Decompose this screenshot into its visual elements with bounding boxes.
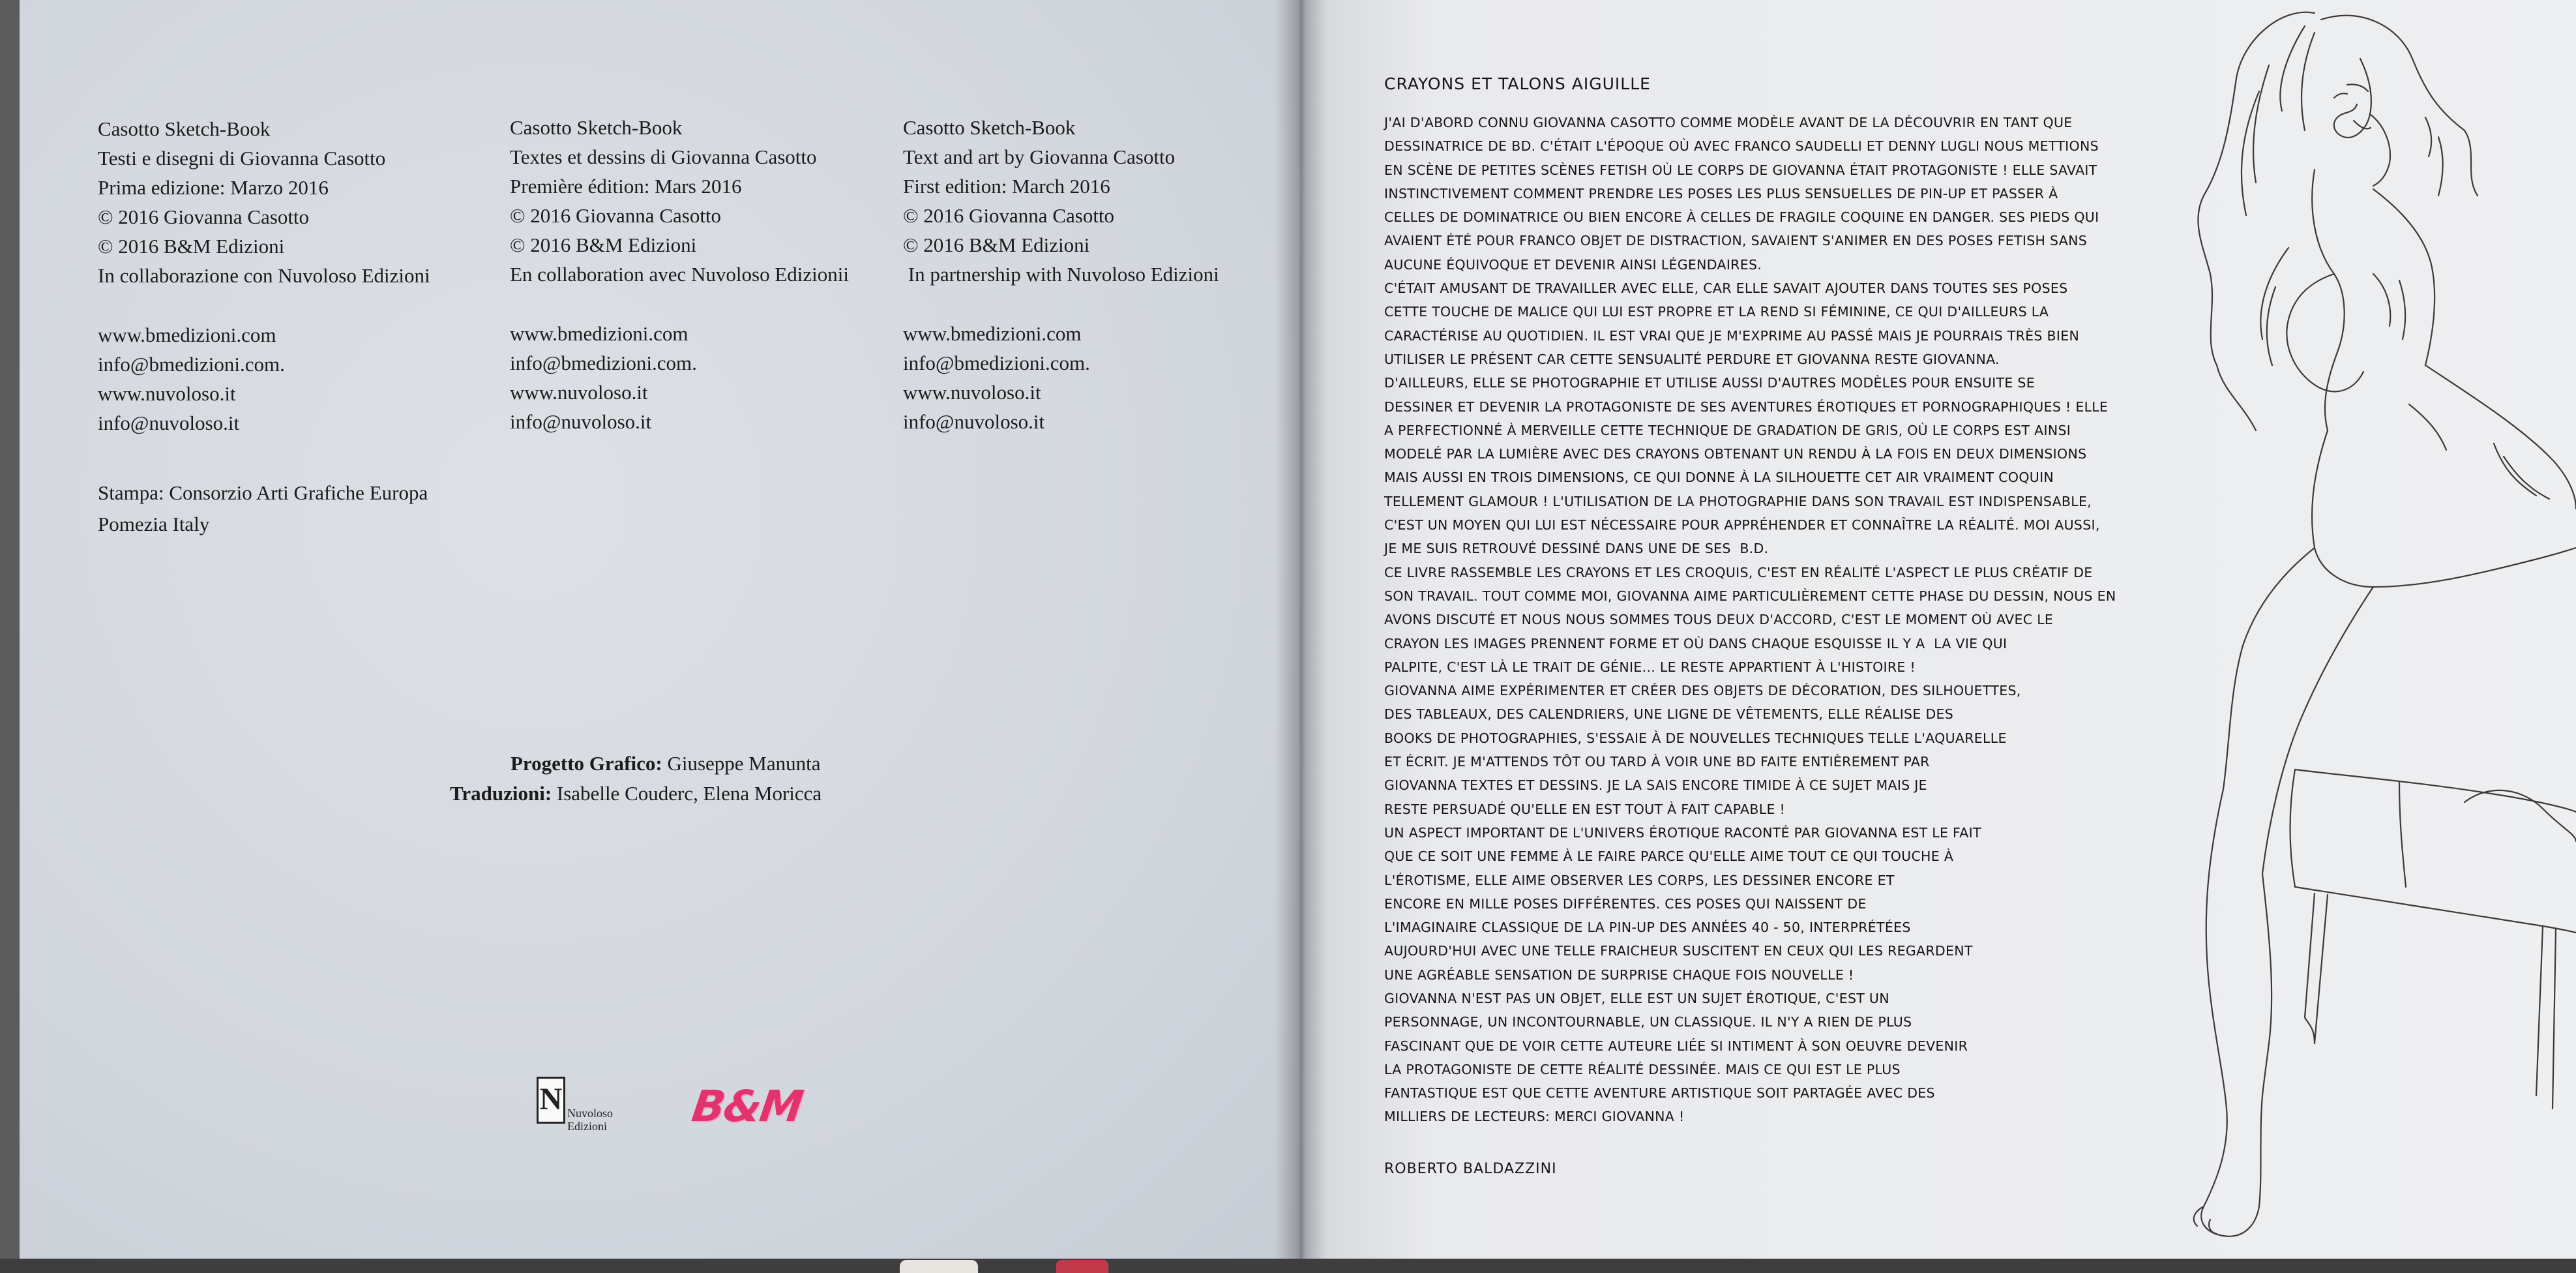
article-line: AUCUNE ÉQUIVOQUE ET DEVENIR AINSI LÉGENDAIRES. [1384,256,1762,273]
article-line: EN SCÈNE DE PETITES SCÈNES FETISH OÙ LE CORPS DE GIOVANNA ÉTAIT PROTAGONISTE ! ELLE SAVAIT [1384,162,2097,178]
colophon-line: © 2016 Giovanna Casotto [903,204,1115,227]
left-page [20,0,1301,1259]
author-signature: ROBERTO BALDAZZINI [1384,1161,1557,1177]
printer-line: Stampa: Consorzio Arti Grafiche Europa [98,481,428,504]
article-line: FASCINANT QUE DE VOIR CETTE AUTEURE LIÉE SI INTIMENT À SON OEUVRE DEVENIR [1384,1038,1968,1054]
scan-edge-detail [900,1260,978,1273]
article-line: ENCORE EN MILLE POSES DIFFÉRENTES. CES POSES QUI NAISSENT DE [1384,895,1867,912]
article-line: UTILISER LE PRÉSENT CAR CETTE SENSUALITÉ PERDURE ET GIOVANNA RESTE GIOVANNA. [1384,351,2000,367]
article-line: UN ASPECT IMPORTANT DE L'UNIVERS ÉROTIQUE RACONTÉ PAR GIOVANNA EST LE FAIT [1384,824,1981,841]
colophon-line: En collaboration avec Nuvoloso Edizionii [510,263,849,286]
colophon-french [510,113,849,436]
article-line: C'EST UN MOYEN QUI LUI EST NÉCESSAIRE POUR APPRÉHENDER ET CONNAÎTRE LA RÉALITÉ. MOI AUSSI, [1384,517,2100,533]
credits [450,749,822,809]
article-line: PALPITE, C'EST LÀ LE TRAIT DE GÉNIE... LE RESTE APPARTIENT À L'HISTOIRE ! [1384,659,1916,675]
article-line: J'AI D'ABORD CONNU GIOVANNA CASOTTO COMME MODÈLE AVANT DE LA DÉCOUVRIR EN TANT QUE [1384,115,2073,130]
colophon-line: © 2016 B&M Edizioni [510,233,697,256]
printer-info [98,477,428,540]
colophon-italian [98,114,430,438]
colophon-line: © 2016 B&M Edizioni [98,235,285,258]
credit-label: Progetto Grafico: [511,752,662,775]
website-link: www.bmedizioni.com [903,322,1082,345]
article-line: CELLES DE DOMINATRICE OU BIEN ENCORE À CELLES DE FRAGILE COQUINE EN DANGER. SES PIEDS QUI [1384,209,2099,226]
article-line: L'IMAGINAIRE CLASSIQUE DE LA PIN-UP DES ANNÉES 40 - 50, INTERPRÉTÉES [1384,920,1911,936]
email-text: info@nuvoloso.it [903,410,1045,433]
article-line: A PERFECTIONNÉ À MERVEILLE CETTE TECHNIQUE DE GRADATION DE GRIS, OÙ LE CORPS EST AINSI [1384,422,2071,438]
article-line: INSTINCTIVEMENT COMMENT PRENDRE LES POSES LES PLUS SENSUELLES DE PIN-UP ET PASSER À [1384,185,2058,202]
article-line: CETTE TOUCHE DE MALICE QUI LUI EST PROPRE ET LA REND SI FÉMININE, CE QUI D'AILLEURS LA [1384,304,2049,320]
article-line: UNE AGRÉABLE SENSATION DE SURPRISE CHAQUE FOIS NOUVELLE ! [1384,966,1854,983]
website-link: www.bmedizioni.com [510,322,688,345]
article-line: PERSONNAGE, UN INCONTOURNABLE, UN CLASSIQUE. IL N'Y A RIEN DE PLUS [1384,1014,1912,1030]
colophon-line: Prima edizione: Marzo 2016 [98,176,329,199]
article-line: GIOVANNA TEXTES ET DESSINS. JE LA SAIS ENCORE TIMIDE À CE SUJET MAIS JE [1384,777,1927,794]
website-link: www.nuvoloso.it [510,381,648,404]
nuvoloso-logo-text: Nuvoloso Edizioni [567,1107,614,1133]
book-gutter [1275,0,1327,1259]
article-line: MODELÉ PAR LA LUMIÈRE AVEC DES CRAYONS OBTENANT UN RENDU À LA FOIS EN DEUX DIMENSIONS [1384,446,2087,462]
translation-credit [450,779,822,809]
email-text: info@bmedizioni.com. [98,353,285,376]
article-title: CRAYONS ET TALONS AIGUILLE [1384,74,1651,93]
printer-location: Pomezia Italy [98,513,210,535]
contact-links [510,319,849,436]
article-line: ET ÉCRIT. JE M'ATTENDS TÔT OU TARD À VOIR UNE BD FAITE ENTIÈREMENT PAR [1384,754,1930,770]
article-line: MILLIERS DE LECTEURS: MERCI GIOVANNA ! [1384,1109,1685,1125]
colophon-line: Testi e disegni di Giovanna Casotto [98,147,386,170]
colophon-line: © 2016 Giovanna Casotto [98,205,310,228]
article-line: TELLEMENT GLAMOUR ! L'UTILISATION DE LA PHOTOGRAPHIE DANS SON TRAVAIL EST INDISPENSABLE, [1384,493,2092,509]
article-line: QUE CE SOIT UNE FEMME À LE FAIRE PARCE QU'ELLE AIME TOUT CE QUI TOUCHE À [1384,848,1954,865]
colophon-line: In collaborazione con Nuvoloso Edizioni [98,264,430,287]
nuvoloso-logo: N [537,1077,565,1124]
article-line: L'ÉROTISME, ELLE AIME OBSERVER LES CORPS, LES DESSINER ENCORE ET [1384,872,1895,888]
email-text: info@nuvoloso.it [510,410,652,433]
graphic-design-credit [511,749,822,779]
colophon-line: © 2016 Giovanna Casotto [510,204,722,227]
scan-edge-detail [1056,1260,1108,1273]
article-line: DESSINATRICE DE BD. C'ÉTAIT L'ÉPOQUE OÙ AVEC FRANCO SAUDELLI ET DENNY LUGLI NOUS METTIONS [1384,138,2099,155]
article-line: DES TABLEAUX, DES CALENDRIERS, UNE LIGNE DE VÊTEMENTS, ELLE RÉALISE DES [1384,706,1954,723]
article-line: GIOVANNA N'EST PAS UN OBJET, ELLE EST UN SUJET ÉROTIQUE, C'EST UN [1384,990,1889,1006]
credit-value: Isabelle Couderc, Elena Moricca [552,782,822,805]
colophon-line: First edition: March 2016 [903,175,1110,198]
article-line: RESTE PERSUADÉ QU'ELLE EN EST TOUT À FAIT CAPABLE ! [1384,801,1786,817]
contact-links [903,319,1219,436]
article-line: SON TRAVAIL. TOUT COMME MOI, GIOVANNA AIME PARTICULIÈREMENT CETTE PHASE DU DESSIN, NOUS EN [1384,588,2116,604]
colophon-line: Text and art by Giovanna Casotto [903,145,1176,168]
credit-value: Giuseppe Manunta [662,752,821,775]
article-line: CRAYON LES IMAGES PRENNENT FORME ET OÙ DANS CHAQUE ESQUISSE IL Y A LA VIE QUI [1384,635,2007,651]
bm-logo: B&M [688,1081,806,1131]
article-line: AVAIENT ÉTÉ POUR FRANCO OBJET DE DISTRACTION, SAVAIENT S'ANIMER EN DES POSES FETISH SANS [1384,233,2088,249]
article-line: LA PROTAGONISTE DE CETTE RÉALITÉ DESSINÉE. MAIS CE QUI EST LE PLUS [1384,1061,1901,1077]
article-line: FANTASTIQUE EST QUE CETTE AVENTURE ARTISTIQUE SOIT PARTAGÉE AVEC DES [1384,1085,1935,1101]
article-line: JE ME SUIS RETROUVÉ DESSINÉ DANS UNE DE SES B.D. [1384,541,1769,557]
article-line: DESSINER ET DEVENIR LA PROTAGONISTE DE SES AVENTURES ÉROTIQUES ET PORNOGRAPHIQUES ! ELLE [1384,398,2109,415]
article-line: AVONS DISCUTÉ ET NOUS NOUS SOMMES TOUS DEUX D'ACCORD, C'EST LE MOMENT OÙ AVEC LE [1384,612,2054,628]
website-link: www.nuvoloso.it [903,381,1041,404]
email-text: info@bmedizioni.com. [903,352,1090,374]
article-line: MAIS AUSSI EN TROIS DIMENSIONS, CE QUI DONNE À LA SILHOUETTE CET AIR VRAIMENT COQUIN [1384,470,2054,486]
article-line: CE LIVRE RASSEMBLE LES CRAYONS ET LES CROQUIS, C'EST EN RÉALITÉ L'ASPECT LE PLUS CRÉATIF DE [1384,564,2093,580]
colophon-line: Première édition: Mars 2016 [510,175,742,198]
website-link: www.bmedizioni.com [98,323,276,346]
article-line: BOOKS DE PHOTOGRAPHIES, S'ESSAIE À DE NOUVELLES TECHNIQUES TELLE L'AQUARELLE [1384,730,2007,746]
right-page [1301,0,2576,1259]
colophon-line: Textes et dessins di Giovanna Casotto [510,145,817,168]
scan-edge [0,1259,2576,1273]
colophon-line: Casotto Sketch-Book [98,117,271,140]
colophon-line: © 2016 B&M Edizioni [903,233,1090,256]
contact-links [98,320,430,438]
article-line: AUJOURD'HUI AVEC UNE TELLE FRAICHEUR SUSCITENT EN CEUX QUI LES REGARDENT [1384,943,1973,959]
credit-label: Traduzioni: [450,782,552,805]
article-line: CARACTÉRISE AU QUOTIDIEN. IL EST VRAI QUE JE M'EXPRIME AU PASSÉ MAIS JE POURRAIS TRÈS BIEN [1384,327,2080,344]
colophon-line: In partnership with Nuvoloso Edizioni [903,263,1219,286]
website-link: www.nuvoloso.it [98,382,236,405]
colophon-line: Casotto Sketch-Book [903,116,1076,139]
colophon-line: Casotto Sketch-Book [510,116,683,139]
article-line: GIOVANNA AIME EXPÉRIMENTER ET CRÉER DES OBJETS DE DÉCORATION, DES SILHOUETTES, [1384,683,2021,699]
email-text: info@nuvoloso.it [98,412,240,434]
article-body [1384,111,2116,1129]
article-line: D'AILLEURS, ELLE SE PHOTOGRAPHIE ET UTILISE AUSSI D'AUTRES MODÈLES POUR ENSUITE SE [1384,375,2035,391]
article-line: C'ÉTAIT AMUSANT DE TRAVAILLER AVEC ELLE, CAR ELLE SAVAIT AJOUTER DANS TOUTES SES POSES [1384,280,2068,297]
colophon-english [903,113,1219,436]
email-text: info@bmedizioni.com. [510,352,697,374]
